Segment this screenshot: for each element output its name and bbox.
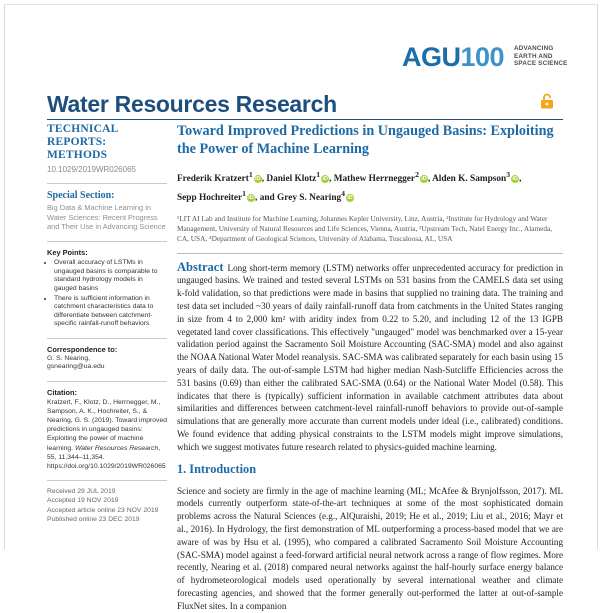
citation-part: Kratzert, F., Klotz, D., Herrnegger, M., Sampson, A. K., Hochreiter, S., & Nearing, G. S. (2019). Toward improved predictions in ungauged basins: Exploiting the power of machine learning. xyxy=(47,398,168,452)
date-line: Received 29 JUL 2019 xyxy=(47,488,116,496)
open-lock-icon xyxy=(540,93,554,114)
key-point: • Overall accuracy of LSTMs in ungauged basins is comparable to standard hydrology models in gauged basins xyxy=(54,259,167,293)
introduction-text: Science and society are firmly in the age of machine learning (ML; McAfee & Brynjolfsson, 2017). ML models currently outperform state-of-the-art techniques at some of the most sophisticated domain problems across the Natural Sciences (e.g., AlQuraishi, 2019; He et al., 2019; Liu et al., 2016; Mayr et al., 2016). In Hydrology, the first demonstration of ML outperforming a process-based model that we are aware of was by Hsu et al. (1995), who compared a calibrated Sacramento Soil Moisture Accounting (SAC-SMA) model against a feed-forward artificial neural network across a range of flow regimes. More recently, Nearing et al. (2018) compared neural networks against the half-hourly surface energy balance of hydrometeorological models used operationally by several international weather and climate forecasting agencies, and showed that the former generally out-performed the latter at out-of-sample FluxNet sites. In a companion xyxy=(177,485,563,611)
key-points xyxy=(47,259,167,329)
abstract xyxy=(177,261,563,454)
orcid-icon[interactable]: iD xyxy=(347,194,353,201)
abstract-heading: Abstract xyxy=(177,259,224,274)
citation-journal: Water Resources Research xyxy=(74,444,159,452)
page xyxy=(4,4,598,611)
sidebar-rule xyxy=(47,338,167,339)
affiliations: ¹LIT AI Lab and Institute for Machine Learning, Johannes Kepler University, Linz, Austria, ²Institute for Hydrology and Water Management, University of Natural Resources and Life Sciences, Vienna, Austria, ³Upstream Tech, Natel Energy Inc., Alameda, CA, USA, ⁴Department of Geological Sciences, University of Alabama, Tuscaloosa, AL, USA xyxy=(177,214,553,243)
date-line: Published online 23 DEC 2019 xyxy=(47,515,140,523)
author-name[interactable]: Mathew Herrnegger xyxy=(333,174,416,185)
abstract-rule xyxy=(177,253,563,254)
main-column xyxy=(177,123,563,613)
special-section-heading: Special Section: xyxy=(47,190,115,201)
agu-logo-number: 100 xyxy=(460,42,505,72)
abstract-text: Long short-term memory (LSTM) networks offer unprecedented accuracy for prediction in ungauged basins. We trained and tested several LSTMs on 531 basins from the CAMELS data set using k-fold validation, so that predictions were made in basins that supplied no training data. The training and test data set included ~30 years of daily rainfall-runoff data from catchments in the United States ranging in size from 4 to 2,000 km² with aridity index from 0.22 to 5.20, and including 12 of the 13 IGPB vegetated land cover classifications. This effectively "ungauged" model was benchmarked over a 15-year validation period against the Sacramento Soil Moisture Accounting (SAC-SMA) model and also against the NOAA National Water Model reanalysis. SAC-SMA was calibrated separately for each basin using 15 years of daily data. The out-of-sample LSTM had higher median Nash-Sutcliffe Efficiencies across the 531 basins (0.69) than either the calibrated SAC-SMA (0.64) or the National Water Model (0.58). This indicates that there is (typically) sufficient information in available catchment attributes data about similarities and differences between catchment-level rainfall-runoff behaviors to provide out-of-sample simulations that are generally more accurate than current models under ideal (i.e., calibrated) conditions. We found evidence that adding physical constraints to the LSTM models might improve simulations, which we suggest motivates future research related to physics-guided machine learning. xyxy=(177,262,563,452)
article-type-line: TECHNICAL xyxy=(47,123,119,135)
author-sep: , xyxy=(427,174,431,185)
article-type xyxy=(47,123,167,162)
section-heading: 1. Introduction xyxy=(177,461,257,476)
orcid-icon[interactable]: iD xyxy=(421,176,427,183)
article-type-line: REPORTS: METHODS xyxy=(47,136,108,161)
article-dates xyxy=(47,487,167,524)
orcid-icon[interactable]: iD xyxy=(322,176,328,183)
author-name[interactable]: Sepp Hochreiter xyxy=(177,192,243,203)
affil-marker: 4 xyxy=(341,188,346,198)
orcid-icon[interactable]: iD xyxy=(254,176,261,183)
author-sep: , xyxy=(261,174,265,185)
author-and: and xyxy=(259,192,275,203)
agu-tagline xyxy=(514,45,568,68)
author-sep: , xyxy=(255,192,258,203)
author-name[interactable]: Alden K. Sampson xyxy=(432,174,507,185)
agu-logo-text: AGU xyxy=(402,42,461,72)
author-list xyxy=(177,168,563,205)
agu-tagline-line: EARTH AND xyxy=(514,52,553,60)
affil-marker: 3 xyxy=(506,170,511,179)
header-rule xyxy=(47,119,563,120)
agu-tagline-line: SPACE SCIENCE xyxy=(514,60,568,68)
left-sidebar xyxy=(47,123,167,524)
sidebar-rule xyxy=(47,183,167,184)
correspondence-email[interactable]: gsnearing@ua.edu xyxy=(47,363,105,371)
key-points-heading: Key Points: xyxy=(47,247,88,257)
date-line: Accepted 19 NOV 2019 xyxy=(47,497,119,505)
sidebar-rule xyxy=(47,480,167,481)
correspondence-name: G. S. Nearing, xyxy=(47,354,91,362)
orcid-icon[interactable]: iD xyxy=(248,194,254,201)
journal-title: Water Resources Research xyxy=(47,91,337,117)
author-name[interactable]: Daniel Klotz xyxy=(266,174,317,185)
affil-marker: 2 xyxy=(415,170,419,179)
citation-heading: Citation: xyxy=(47,388,77,398)
key-point: • There is sufficient information in catchment characteristics data to differentiate between catchment-specific rainfall-runoff behaviors xyxy=(54,295,167,329)
citation-part: , 55, 11,344–11,354. https://doi.org/10.1029/2019WR026065 xyxy=(47,444,166,471)
article-title: Toward Improved Predictions in Ungauged Basins: Exploiting the Power of Machine Learning xyxy=(177,123,554,157)
author-sep: , xyxy=(329,174,332,185)
sidebar-rule xyxy=(47,381,167,382)
author-name[interactable]: Grey S. Nearing xyxy=(277,192,342,203)
special-section-text[interactable]: Big Data & Machine Learning in Water Sciences: Recent Progress and Their Use in Advancing Science xyxy=(47,203,166,232)
orcid-icon[interactable]: iD xyxy=(512,176,518,183)
sidebar-rule xyxy=(47,241,167,242)
affil-marker: 1 xyxy=(316,170,321,179)
affil-marker: 1 xyxy=(242,188,247,198)
author-name[interactable]: Frederik Kratzert xyxy=(177,174,249,185)
date-line: Accepted article online 23 NOV 2019 xyxy=(47,506,159,514)
author-sep: , xyxy=(519,174,522,185)
correspondence-heading: Correspondence to: xyxy=(47,345,118,355)
citation-text xyxy=(47,398,167,472)
article-doi[interactable]: 10.1029/2019WR026065 xyxy=(47,165,136,174)
agu-tagline-line: ADVANCING xyxy=(514,45,554,52)
affil-marker: 1 xyxy=(248,170,253,179)
